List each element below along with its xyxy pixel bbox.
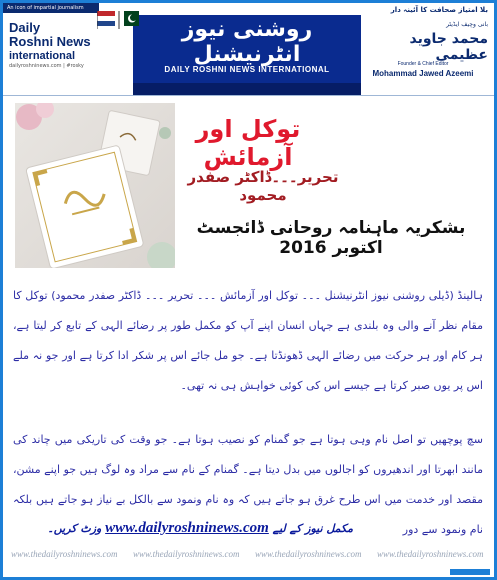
founder-name-english: Mohammad Jawed Azeemi [372,69,474,78]
article-credit: بشکریہ ماہنامہ روحانی ڈائجسٹ اکتوبر 2016 [196,218,466,258]
article-paragraph-1: ہالینڈ (ڈیلی روشنی نیوز انٹرنیشنل ۔۔۔ توکل اور آزمائش ۔۔۔ تحریر ۔۔۔ ڈاکٹر صفدر محمود) توکل کا مقام نظر آنے والی وہ بلندی ہے جہاں انسان اپنے آپ کو مکمل طور پر رضائے الہی کے تابع کر لیتا ہے، ہر کام اور ہر حرکت میں رضائے الہی ڈھونڈتا ہے۔ جو مل جائے اس پر شکر ادا کرتا ہے اور جو نہ ملے اس پر یوں صبر کرتا ہے جیسے اس کی کوئی خواہش ہی نہ تھی۔ [13,289,483,392]
flags-icon [97,9,141,29]
netherlands-flag-icon [97,11,115,29]
masthead-center [133,3,361,95]
article-author: تحریر۔۔۔ڈاکٹر صفدر محمود [187,168,339,204]
watermark-text: www.thedailyroshninews.com [11,549,118,559]
masthead-english-title: DAILY ROSHNI NEWS INTERNATIONAL [164,65,330,74]
logo-line-3: international [9,50,76,62]
cta-prefix: مکمل نیوز کے لیے [272,522,353,535]
founder-name-urdu: محمد جاوید عظیمی [409,31,488,63]
founder-label-urdu: بانی وچیف ایڈیٹر [446,21,488,28]
watermark-text: www.thedailyroshninews.com [377,549,484,559]
logo-line-2: Roshni News [9,34,91,49]
pakistan-flag-icon [119,11,139,29]
article-paragraph-2: سچ پوچھیں تو اصل نام وہی ہوتا ہے جو گمنام کو نصیب ہوتا ہے۔ جو وقت کی تاریکی میں چاند کی مانند ابھرتا اور اندھیروں کو اجالوں میں بدل دیتا ہے۔ گمنام کے نام سے مراد وہ لوگ ہیں جو اپنے مشن، مقصد اور خدمت میں اس طرح غرق ہو جاتے ہیں کہ وہ نام ونمود سے بالکل بے نیاز ہو جاتے ہیں بلکہ نام ونمود سے دور [13,433,483,536]
website-link[interactable]: www.dailyroshninews.com [105,520,269,536]
left-url: dailyroshninews.com | #rosky [9,63,84,69]
corner-ribbon-icon [450,569,490,575]
calligraphy-book-image [15,103,175,268]
cta-suffix: وزٹ کریں۔ [47,522,102,535]
left-tagline: An icon of impartial journalism [3,3,99,13]
article-title: توکل اور آزمائش [195,115,301,171]
right-tagline: بلا امتیاز صحافت کا آئینہ دار [390,6,488,14]
founder-title-english: Founder & Chief Editor [397,61,449,67]
watermark-text: www.thedailyroshninews.com [255,549,362,559]
masthead [3,3,494,96]
watermark-strip [11,549,486,563]
masthead-urdu-title: روشنی نیوز انٹرنیشنل [181,17,313,67]
footer-cta [47,520,353,537]
watermark-text: www.thedailyroshninews.com [133,549,240,559]
logo-line-1: Daily [9,20,41,35]
